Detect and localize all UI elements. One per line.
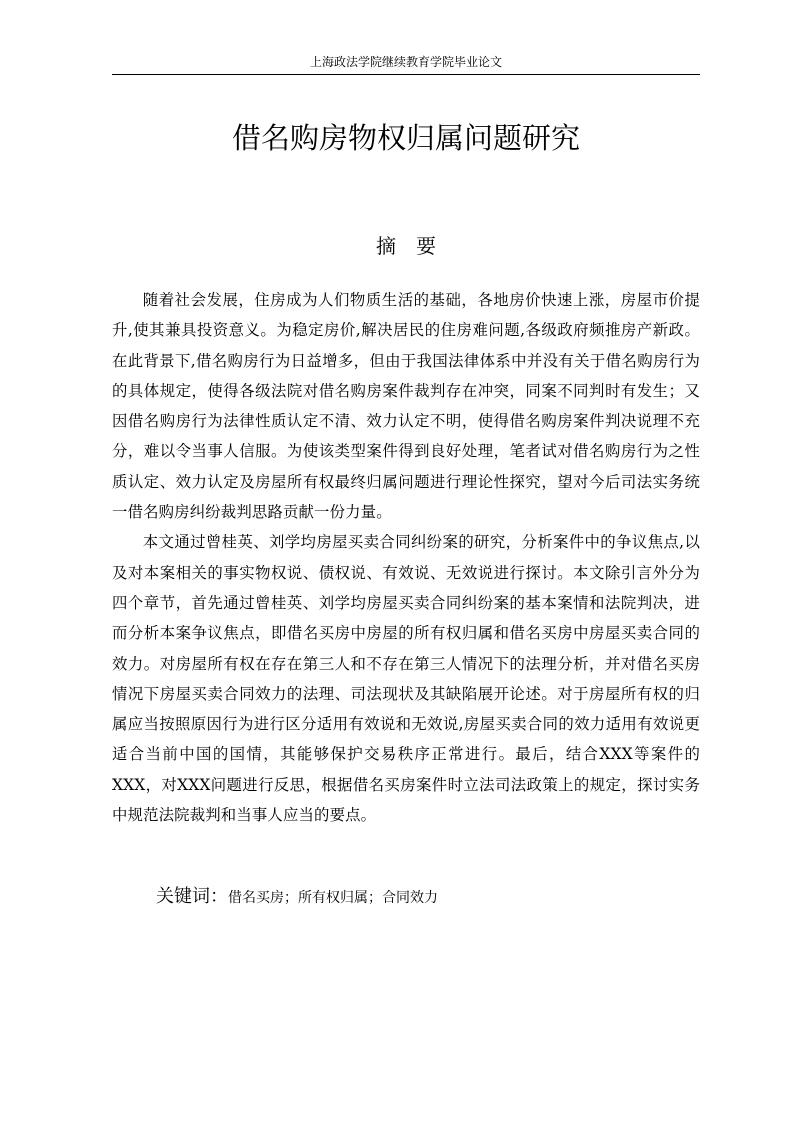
keywords-label: 关键词： [156, 886, 228, 907]
abstract-paragraph-1: 随着社会发展，住房成为人们物质生活的基础，各地房价快速上涨，房屋市价提升,使其兼具投资意义。为稳定房价,解决居民的住房难问题,各级政府频推房产新政。在此背景下,借名购房行为日益增多，但由于我国法律体系中并没有关于借名购房行为的具体规定，使得各级法院对借名购房案件裁判存在冲突，同案不同判时有发生；又因借名购房行为法律性质认定不清、效力认定不明，使得借名购房案件判决说理不充分，难以令当事人信服。为使该类型案件得到良好处理，笔者试对借名购房行为之性质认定、效力认定及房屋所有权最终归属问题进行理论性探究，望对今后司法实务统一借名购房纠纷裁判思路贡献一份力量。 [112, 291, 700, 522]
keywords-line [156, 882, 438, 913]
keywords-values: 借名买房；所有权归属；合同效力 [228, 890, 438, 906]
abstract-body [112, 285, 700, 830]
paper-title: 借名购房物权归属问题研究 [231, 121, 580, 155]
abstract-heading: 摘要 [376, 234, 456, 258]
header-rule [112, 74, 700, 75]
running-header: 上海政法学院继续教育学院毕业论文 [309, 55, 502, 69]
abstract-paragraph-2: 本文通过曾桂英、刘学均房屋买卖合同纠纷案的研究，分析案件中的争议焦点,以及对本案相关的事实物权说、债权说、有效说、无效说进行探讨。本文除引言外分为四个章节，首先通过曾桂英、刘学均房屋买卖合同纠纷案的基本案情和法院判决，进而分析本案争议焦点，即借名买房中房屋的所有权归属和借名买房中房屋买卖合同的效力。对房屋所有权在存在第三人和不存在第三人情况下的法理分析，并对借名买房情况下房屋买卖合同效力的法理、司法现状及其缺陷展开论述。对于房屋所有权的归属应当按照原因行为进行区分适用有效说和无效说,房屋买卖合同的效力适用有效说更适合当前中国的国情，其能够保护交易秩序正常进行。最后，结合XXX等案件的XXX，对XXX问题进行反思，根据借名买房案件时立法司法政策上的规定，探讨实务中规范法院裁判和当事人应当的要点。 [112, 533, 700, 825]
